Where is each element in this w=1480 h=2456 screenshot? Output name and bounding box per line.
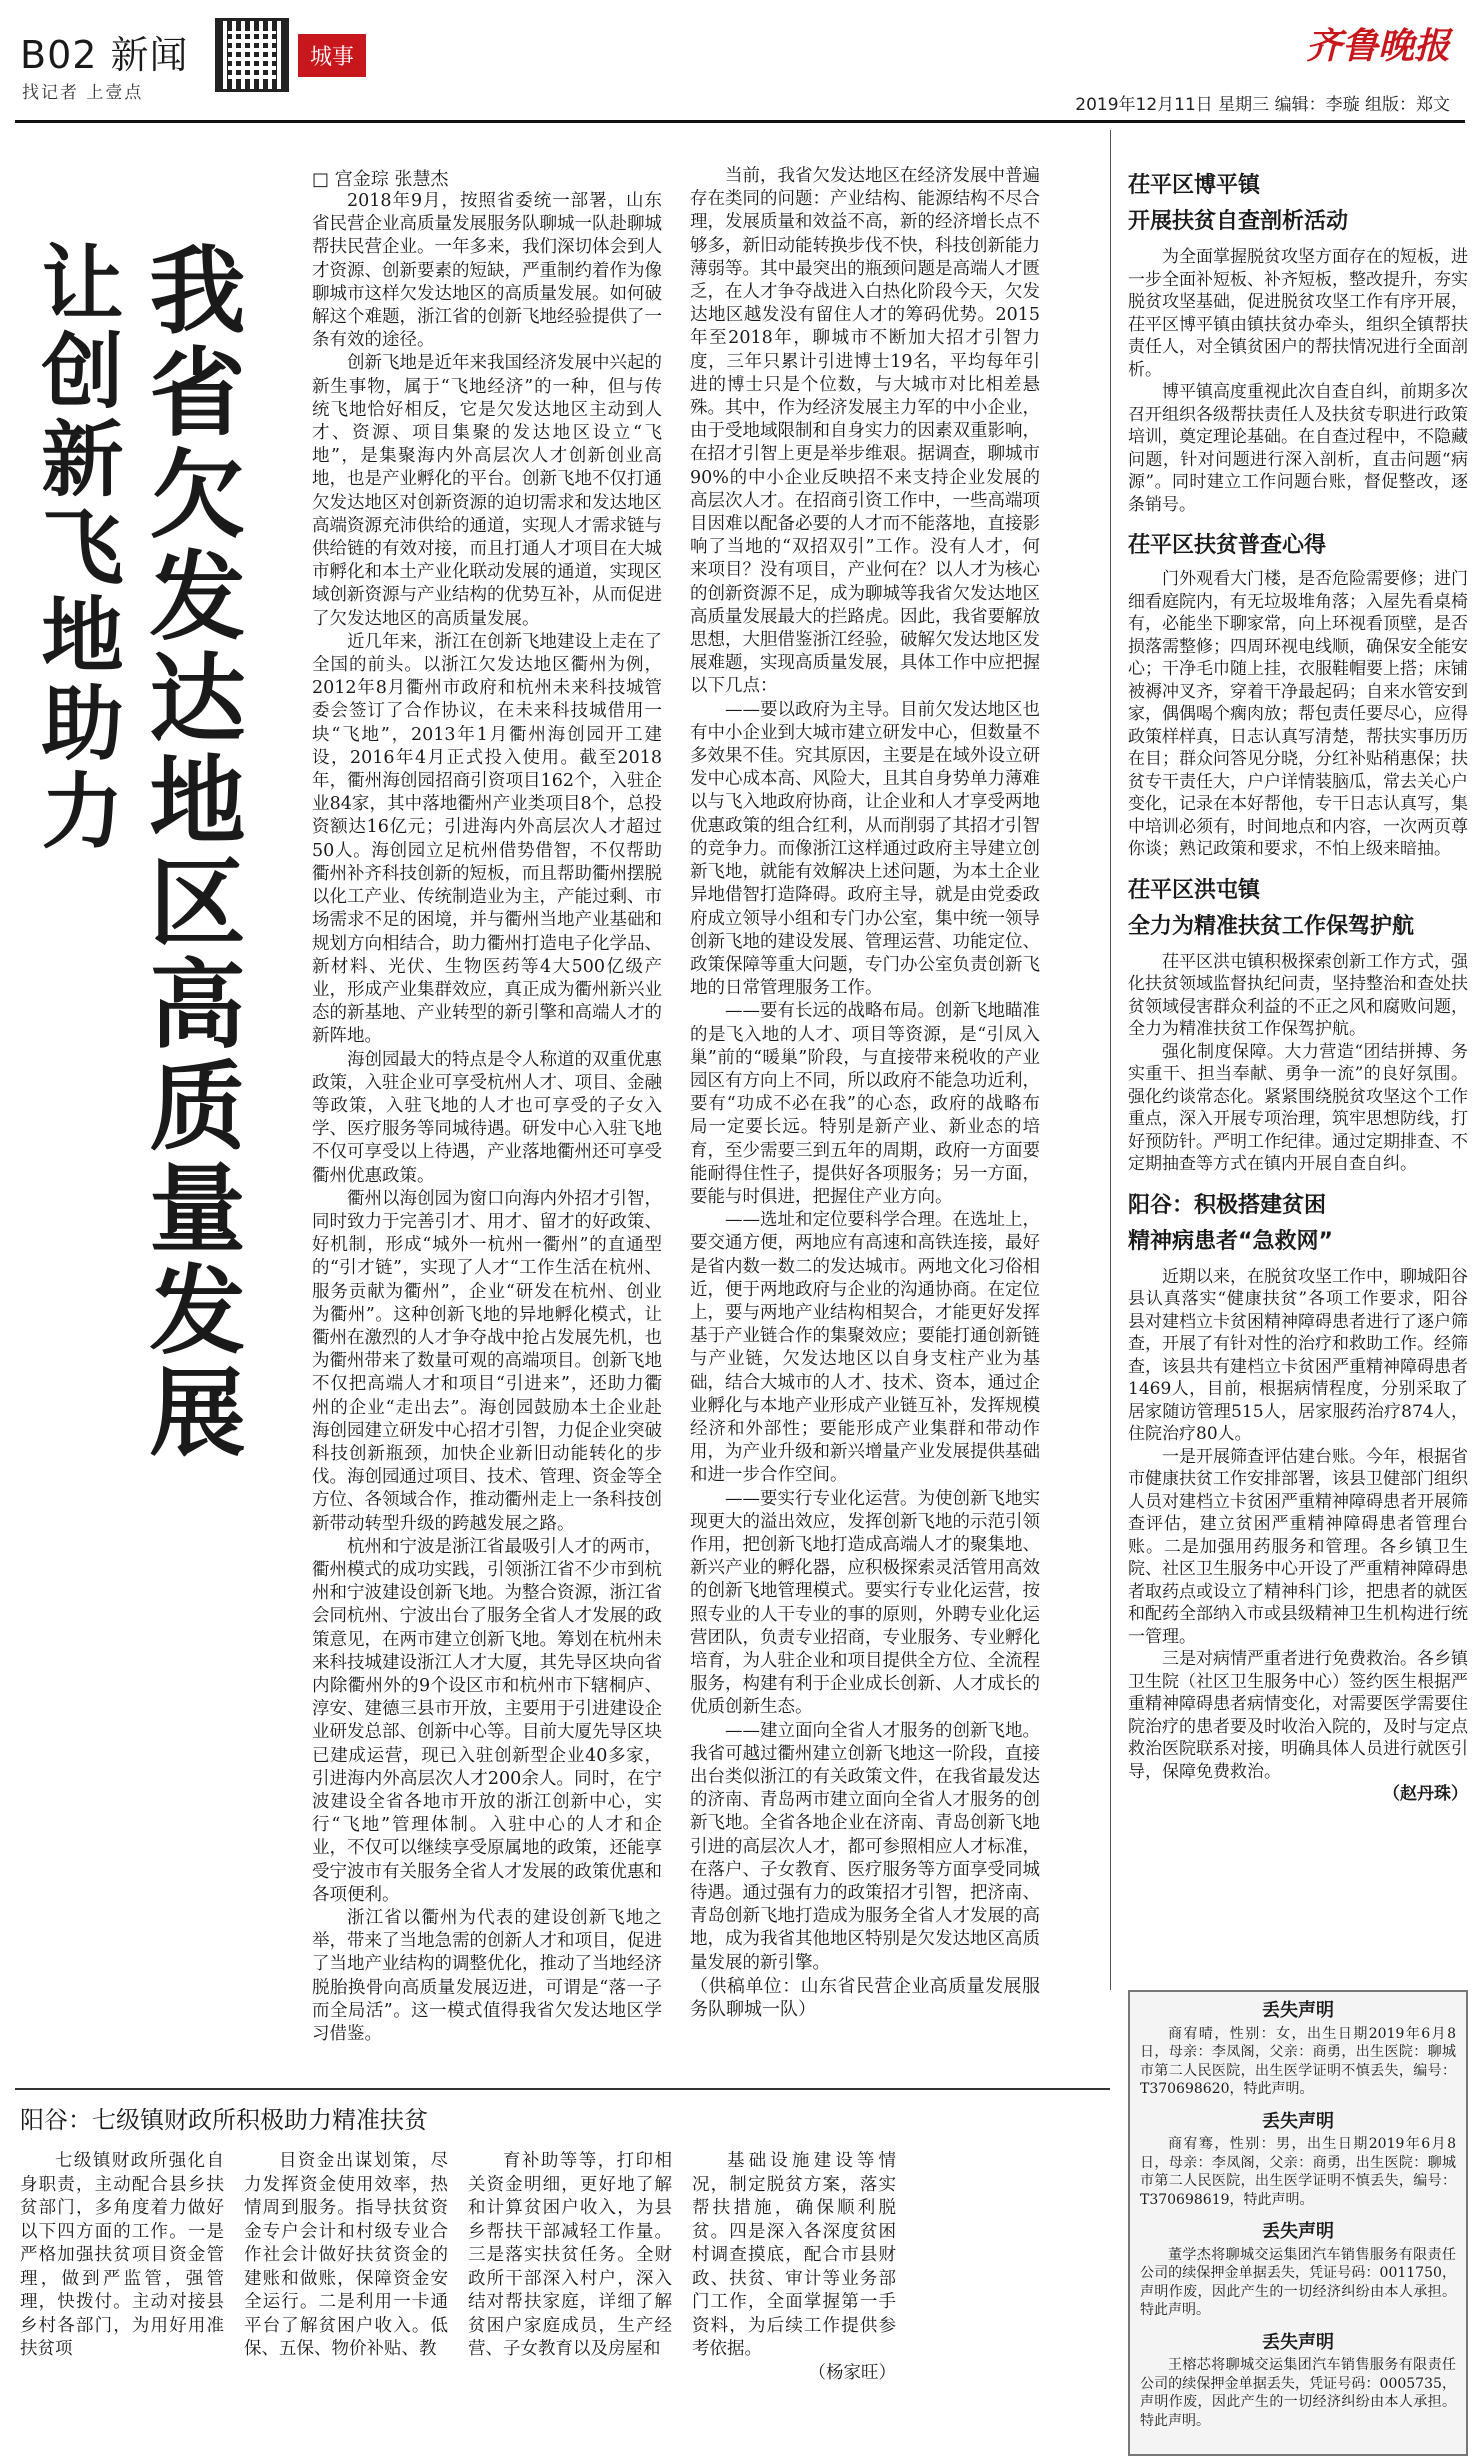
notice-text: 商宥晴，性别：女，出生日期2019年6月8日，母亲：李凤阁，父亲：商勇，出生医院：聊城市第二人民医院，出生医学证明不慎丢失，编号：T370698620，特此声明。	[1140, 2025, 1456, 2097]
paragraph: 2018年9月，按照省委统一部署，山东省民营企业高质量发展服务队聊城一队赴聊城帮扶民营企业。一年多来，我们深切体会到人才资源、创新要素的短缺，严重制约着作为像聊城市这样欠发达地区的高质量发展。如何破解这个难题，浙江省的创新飞地经验提供了一条有效的途径。	[312, 191, 662, 351]
paragraph: 一是开展筛查评估建台账。今年，根据省市健康扶贫工作安排部署，该县卫健部门组织人员对建档立卡贫困严重精神障碍患者开展筛查评估，建立贫困严重精神障碍患者管理台账。二是加强用药服务和管理。各乡镇卫生院、社区卫生服务中心开设了严重精神障碍患者取药点或设立了精神科门诊，把患者的就医和配药全部纳入市或县级精神卫生机构进行统一管理。	[1128, 1446, 1468, 1647]
header-divider	[15, 120, 1465, 123]
notice-text: 董学杰将聊城交运集团汽车销售服务有限责任公司的续保押金单据丢失，凭证号码：0011750，声明作废，因此产生的一切经济纠纷由本人承担。特此声明。	[1140, 2246, 1456, 2318]
lost-notice	[1140, 2110, 1456, 2210]
newspaper-logo: 齐鲁晚报	[1305, 25, 1450, 67]
notice-title: 丢失声明	[1262, 2110, 1334, 2132]
brief-subtitle: 全力为精准扶贫工作保驾护航	[1128, 913, 1415, 939]
paragraph: 目资金出谋划策，尽力发挥资金使用效率，热情周到服务。指导扶贫资金专户会计和村级专业合作社会计做好扶贫资金的建账和做账，保障资金安全运行。二是利用一卡通平台了解贫困户收入。低保、五保、物价补贴、教	[244, 2151, 448, 2359]
notice-title: 丢失声明	[1262, 2331, 1334, 2353]
page-number: B02 新闻	[20, 33, 189, 77]
notice-text: 商宥骞，性别：男，出生日期2019年6月8日，母亲：李凤阁，父亲：商勇，出生医院：聊城市第二人民医院，出生医学证明不慎丢失，编号：T370698619，特此声明。	[1140, 2136, 1456, 2208]
brief-title: 茌平区博平镇	[1128, 173, 1261, 198]
bottom-divider	[15, 2088, 1110, 2090]
brief-title: 茌平区洪屯镇	[1128, 877, 1261, 903]
paragraph: ——要实行专业化运营。为使创新飞地实现更大的溢出效应，发挥创新飞地的示范引领作用，把创新飞地打造成高端人才的聚集地、新兴产业的孵化器，应积极探索灵活管用高效的创新飞地管理模式。要实行专业化运营，按照专业的人干专业的事的原则，外聘专业化运营团队，负责专业招商，专业服务、专业孵化培育，为人驻企业和项目提供全方位、全流程服务，构建有利于企业成长创新、人才成长的优质创新生态。	[690, 1488, 1040, 1718]
brief-title: 茌平区扶贫普查心得	[1128, 533, 1327, 558]
column-divider	[1110, 130, 1111, 1990]
article-column-1	[312, 190, 662, 2046]
bottom-credit: （杨家旺）	[808, 2362, 896, 2383]
brief-title: 阳谷：积极搭建贫困	[1128, 1192, 1327, 1218]
article-source: （供稿单位：山东省民营企业高质量发展服务队聊城一队）	[690, 1975, 1040, 2021]
paragraph: 近期以来，在脱贫攻坚工作中，聊城阳谷县认真落实“健康扶贫”各项工作要求，阳谷县对建档立卡贫困精神障碍患者进行了逐户筛查，开展了有针对性的治疗和救助工作。经筛查，该县共有建档立卡贫困严重精神障碍患者1469人，目前，根据病情程度，分别采取了居家随访管理515人，居家服药治疗874人，住院治疗80人。	[1128, 1266, 1468, 1444]
header-slogan: 找记者 上壹点	[22, 83, 144, 103]
lost-notice	[1140, 2002, 1456, 2099]
paragraph: 三是对病情严重者进行免费救治。各乡镇卫生院（社区卫生服务中心）签约医生根据严重精神障碍患者病情变化，对需要医学需要住院治疗的患者要及时收治入院的，及时与定点救治医院联系对接，明确具体人员进行就医引导，保障免费救治。	[1128, 1649, 1468, 1782]
paragraph: 七级镇财政所强化自身职责，主动配合县乡扶贫部门，多角度着力做好以下四方面的工作。一是严格加强扶贫项目资金管理，做到严监管，强管理，快拨付。主动对接县乡村各部门，为用好用准扶贫项	[20, 2151, 224, 2359]
right-news-column	[1128, 170, 1468, 1820]
paragraph: 博平镇高度重视此次自查自纠，前期多次召开组织各级帮扶责任人及扶贫专职进行政策培训，奠定理论基础。在自查过程中，不隐藏问题，针对问题进行深入剖析，直击问题“病源”。同时建立工作问题台账，督促整改，逐条销号。	[1128, 382, 1468, 515]
paragraph: 杭州和宁波是浙江省最吸引人才的两市，衢州模式的成功实践，引领浙江省不少市到杭州和宁波建设创新飞地。为整合资源，浙江省会同杭州、宁波出台了服务全省人才发展的政策意见，在两市建立创新飞地。筹划在杭州未来科技城建设浙江人才大厦，其先导区块向省内除衢州外的9个设区市和杭州市下辖桐庐、淳安、建德三县市开放，主要用于引进建设企业研发总部、创新中心等。目前大厦先导区块已建成运营，现已入驻创新型企业40多家，引进海内外高层次人才200余人。同时，在宁波建设全省各地市开放的浙江创新中心，实行“飞地”管理体制。入驻中心的人才和企业，不仅可以继续享受原属地的政策，还能享受宁波市有关服务全省人才发展的政策优惠和各项便利。	[312, 1536, 662, 1905]
bottom-column-1	[20, 2150, 224, 2362]
paragraph: ——要以政府为主导。目前欠发达地区也有中小企业到大城市建立研发中心，但数量不多效果不佳。究其原因，主要是在域外设立研发中心成本高、风险大，且其自身势单力薄难以与飞入地政府协商，让企业和人才享受两地优惠政策的组合红利，从而削弱了其招才引智的竞争力。而像浙江这样通过政府主导建立创新飞地，就能有效解决上述问题，为本土企业异地借智打造降碍。政府主导，就是由党委政府成立领导小组和专门办公室，集中统一领导创新飞地的建设发展、管理运营、功能定位、政策保障等重大问题，专门办公室负责创新飞地的日常管理服务工作。	[690, 699, 1040, 999]
notice-text: 王榕芯将聊城交运集团汽车销售服务有限责任公司的续保押金单据丢失，凭证号码：0005735，声明作废，因此产生的一切经济纠纷由本人承担。特此声明。	[1140, 2357, 1456, 2429]
lost-notice	[1140, 2331, 1456, 2431]
paragraph: 衢州以海创园为窗口向海内外招才引智，同时致力于完善引才、用才、留才的好政策、好机制，形成“城外一杭州一衢州”的直通型的“引才链”，实现了人才“工作生活在杭州、服务贡献为衢州”，企业“研发在杭州、创业为衢州”。这种创新飞地的异地孵化模式，让衢州在激烈的人才争夺战中抢占发展先机，也为衢州带来了数量可观的高端项目。创新飞地不仅把高端人才和项目“引进来”，还助力衢州的企业“走出去”。海创园鼓励本土企业赴海创园建立研发中心招才引智，力促企业突破科技创新瓶颈，加快企业新旧动能转化的步伐。海创园通过项目、技术、管理、资金等全方位、各领域合作，推动衢州走上一条科技创新带动转型升级的跨越发展之路。	[312, 1188, 662, 1534]
article-column-2	[690, 165, 1040, 2021]
paragraph: ——建立面向全省人才服务的创新飞地。我省可越过衢州建立创新飞地这一阶段，直接出台类似浙江的有关政策文件，在我省最发达的济南、青岛两市建立面向全省人才服务的创新飞地。全省各地企业在济南、青岛创新飞地引进的高层次人才，都可参照相应人才标准，在落户、子女教育、医疗服务等方面享受同城待遇。通过强有力的政策招才引智，把济南、青岛创新飞地打造成为服务全省人才发展的高地，成为我省其他地区特别是欠发达地区高质量发展的新引擎。	[690, 1720, 1040, 1973]
paragraph: 基础设施建设等情况，制定脱贫方案，落实帮扶措施，确保顺利脱贫。四是深入各深度贫困村调查摸底，配合市县财政、扶贫、审计等业务部门工作，全面掌握第一手资料，为后续工作提供参考依据。	[692, 2151, 896, 2359]
paragraph: ——要有长远的战略布局。创新飞地瞄准的是飞入地的人才、项目等资源，是“引凤入巢”前的“暖巢”阶段，与直接带来税收的产业园区有方向上不同，所以政府不能急功近利，要有“功成不必在我”的心态，政府的战略布局一定要长远。特别是新产业、新业态的培育，至少需要三到五年的周期，政府一方面要能耐得住性子，提供好各项服务；另一方面，要能与时俱进，把握住产业方向。	[690, 1001, 1040, 1207]
bottom-article-title: 阳谷：七级镇财政所积极助力精准扶贫	[20, 2106, 428, 2134]
lost-notice	[1140, 2223, 1456, 2320]
notice-title: 丢失声明	[1262, 2000, 1334, 2021]
paragraph: 近几年来，浙江在创新飞地建设上走在了全国的前头。以浙江欠发达地区衢州为例，2012年8月衢州市政府和杭州未来科技城管委会签订了合作协议，在未来科技城借用一块“飞地”，2013年1月衢州海创园开工建设，2016年4月正式投入使用。截至2018年，衢州海创园招商引资项目162个，入驻企业84家，其中落地衢州产业类项目8个，总投资额达16亿元；引进海内外高层次人才超过50人。海创园立足杭州借势借智，不仅帮助衢州补齐科技创新的短板，而且帮助衢州摆脱以化工产业、传统制造业为主，产能过剩、市场需求不足的困境，并与衢州当地产业基础和规划方向相结合，助力衢州打造电子化学品、新材料、光伏、生物医药等4大500亿级产业，形成产业集群效应，真正成为衢州新兴业态的新基地、产业转型的新引擎和高端人才的新阵地。	[312, 631, 662, 1047]
paragraph: 浙江省以衢州为代表的建设创新飞地之举，带来了当地急需的创新人才和项目，促进了当地产业结构的调整优化，推动了当地经济脱胎换骨向高质量发展迈进，可谓是“落一子而全局活”。这一模式值得我省欠发达地区学习借鉴。	[312, 1908, 662, 2045]
header-date-editor: 2019年12月11日 星期三 编辑：李璇 组版：郑文	[1075, 95, 1450, 115]
bottom-column-4	[692, 2150, 896, 2385]
qr-code-icon	[215, 18, 289, 92]
paragraph: 强化制度保障。大力营造“团结拼搏、务实重干、担当奉献、勇争一流”的良好氛围。强化约谈常态化。紧紧围绕脱贫攻坚这个工作重点，深入开展专项治理，筑牢思想防线，打好预防针。严明工作纪律。通过定期排查、不定期抽查等方式在镇内开展自查自纠。	[1128, 1041, 1468, 1174]
article-subtitle: 让创新飞地助力	[28, 240, 123, 856]
paragraph: 创新飞地是近年来我国经济发展中兴起的新生事物，属于“飞地经济”的一种，但与传统飞地恰好相反，它是欠发达地区主动到人才、资源、项目集聚的发达地区设立“飞地”，是集聚海内外高层次人才创新创业高地，也是产业孵化的平台。创新飞地不仅打通欠发达地区对创新资源的迫切需求和发达地区高端资源充沛供给的通道，实现人才需求链与供给链的有效对接，而且打通人才项目在大城市孵化和本土产业化联动发展的通道，实现区域创新资源与产业结构的优势互补，从而促进了欠发达地区的高质量发展。	[312, 353, 662, 629]
news-brief-chiping-survey	[1128, 530, 1468, 861]
bottom-column-3	[468, 2150, 672, 2362]
brief-subtitle: 开展扶贫自查剖析活动	[1128, 209, 1349, 234]
notice-title: 丢失声明	[1262, 2221, 1334, 2242]
news-brief-yanggu	[1128, 1190, 1468, 1806]
paragraph: 为全面掌握脱贫攻坚方面存在的短板，进一步全面补短板、补齐短板，整改提升，夯实脱贫攻坚基础，促进脱贫攻坚工作有序开展，茌平区博平镇由镇扶贫办牵头，组织全镇帮扶责任人，对全镇贫困户的帮扶情况进行全面剖析。	[1128, 247, 1468, 380]
paragraph: 茌平区洪屯镇积极探索创新工作方式，强化扶贫领域监督执纪问责，坚持整治和查处扶贫领域侵害群众利益的不正之风和腐败问题，全力为精准扶贫工作保驾护航。	[1128, 951, 1468, 1039]
paragraph: 当前，我省欠发达地区在经济发展中普遍存在类同的问题：产业结构、能源结构不尽合理，发展质量和效益不高，新的经济增长点不够多，新旧动能转换步伐不快，科技创新能力薄弱等。其中最突出的瓶颈问题是高端人才匮乏，在人才争夺战进入白热化阶段今天，欠发达地区越发没有留住人才的筹码优势。2015年至2018年，聊城市不断加大招才引智力度，三年只累计引进博士19名，平均每年引进的博士只是个位数，与大城市对比相差悬殊。其中，作为经济发展主力军的中小企业，由于受地域限制和自身实力的因素双重影响，在招才引智上更是举步维艰。据调查，聊城市90%的中小企业反映招不来支持企业发展的高层次人才。在招商引资工作中，一些高端项目因难以配备必要的人才而不能落地，直接影响了当地的“双招双引”工作。没有人才，何来项目？没有项目，产业何在？以人才为核心的创新资源不足，成为聊城等我省欠发达地区高质量发展最大的拦路虎。因此，我省要解放思想，大胆借鉴浙江经验，破解欠发达地区发展难题，实现高质量发展，具体工作中应把握以下几点：	[690, 166, 1040, 697]
article-byline: □ 宫金琮 张慧杰	[312, 169, 449, 190]
paragraph: ——选址和定位要科学合理。在选址上，要交通方便，两地应有高速和高铁连接，最好是省内数一数二的发达城市。两地文化习俗相近，便于两地政府与企业的沟通协商。在定位上，要与两地产业结构相契合，才能更好发挥基于产业链合作的集聚效应；要能打通创新链与产业链，欠发达地区以自身支柱产业为基础，结合大城市的人才、技术、资本，通过企业孵化与本地产业形成产业链互补，发挥规模经济和外部性；要能形成产业集群和带动作用，为产业升级和新兴增量产业发展提供基础和进一步合作空间。	[690, 1210, 1040, 1486]
brief-credit: （赵丹珠）	[1383, 1784, 1468, 1804]
news-brief-hongtun	[1128, 875, 1468, 1176]
bottom-column-2	[244, 2150, 448, 2362]
brief-subtitle: 精神病患者“急救网”	[1128, 1228, 1333, 1254]
paragraph: 海创园最大的特点是令人称道的双重优惠政策，入驻企业可享受杭州人才、项目、金融等政策，入驻飞地的人才也可享受的子女入学、医疗服务等同城待遇。研发中心入驻飞地不仅可享受以上待遇，产业落地衢州还可享受衢州优惠政策。	[312, 1049, 662, 1186]
paragraph: 育补助等等，打印相关资金明细，更好地了解和计算贫困户收入，为县乡帮扶干部减轻工作量。三是落实扶贫任务。全财政所干部深入村户，深入结对帮扶家庭，详细了解贫困户家庭成员，生产经营、子女教育以及房屋和	[468, 2151, 672, 2359]
news-brief-boping	[1128, 170, 1468, 516]
section-badge: 城事	[298, 34, 366, 77]
article-title: 我省欠发达地区高质量发展	[134, 240, 246, 1464]
lost-notices-box	[1128, 1990, 1468, 2456]
paragraph: 门外观看大门楼，是否危险需要修；进门细看庭院内，有无垃圾堆角落；入屋先看桌椅有，必能坐下聊家常，向上环视看顶壁，是否损落需整修；四周环视电线顺，确保安全能安心；干净毛巾随上挂，衣服鞋帽要上搭；床铺被褥冲叉齐，穿着干净最起码；自来水管安到家，偶偶喝个瘸肉放；帮包责任要尽心，应得政策样样真，日志认真写清楚，帮扶实事历历在目；群众问答见分晓，分红补贴稍惠保；扶贫专干责任大，户户详情装脑瓜，常去关心户变化，记录在本好帮他，专干日志认真写，集中培训必须有，时间地点和内容，一次两页尊你谈；熟记政策和要求，不怕上级来暗抽。	[1128, 569, 1468, 859]
